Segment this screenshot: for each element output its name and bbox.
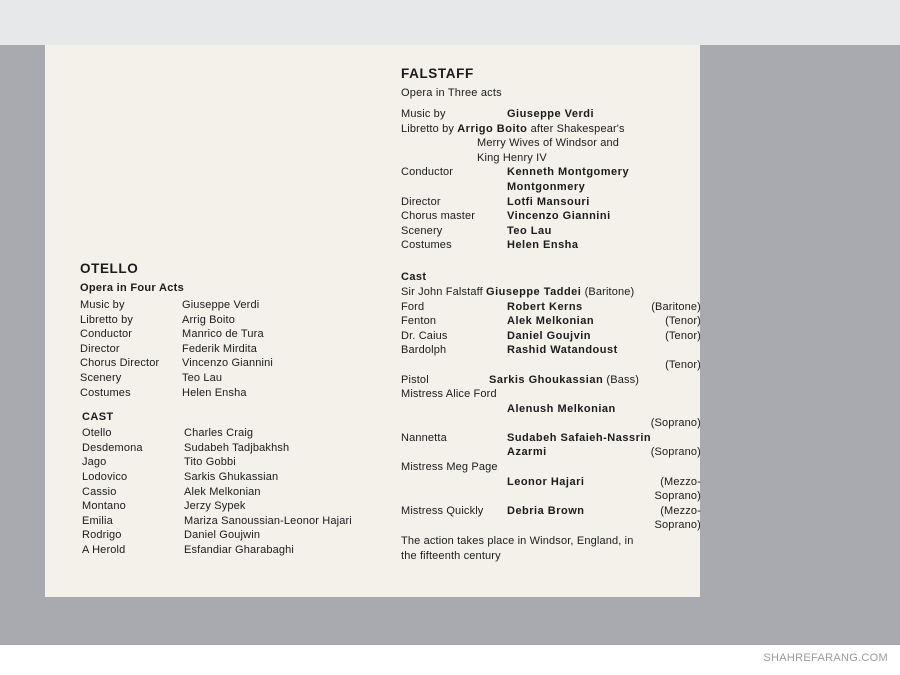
row-role: Jago [82, 456, 107, 469]
cast-role: Pistol [401, 373, 429, 386]
cast-row-falstaff [401, 285, 701, 300]
libretto-line-2: Merry Wives of Windsor and [477, 137, 620, 150]
cast-row-pistol [401, 373, 701, 388]
cast-voice: (Soprano) [650, 446, 701, 459]
cast-voice: (Mezzo- [660, 475, 701, 488]
cast-row-ford [401, 300, 701, 315]
cast-voice: (Tenor) [665, 358, 701, 371]
row-role: Director [80, 342, 120, 355]
credit-name: Montgonmery [507, 180, 586, 193]
row-name: Sudabeh Tadjbakhsh [184, 441, 290, 454]
falstaff-music-row [401, 107, 701, 122]
cast-role: Nannetta [401, 431, 447, 444]
row-role: Rodrigo [82, 529, 122, 542]
row-role: Music by [80, 299, 125, 311]
list-row [80, 313, 380, 328]
row-role: Scenery [401, 224, 443, 237]
cast-voice: Soprano) [654, 490, 701, 503]
cast-row-nannetta-2 [401, 445, 701, 460]
row-role: Costumes [80, 386, 131, 399]
cast-name: Rashid Watandoust [507, 344, 618, 357]
credit-row [401, 224, 701, 239]
cast-name: Alek Melkonian [507, 315, 595, 328]
cast-role: Mistress Quickly [401, 504, 484, 517]
falstaff-cast-heading: Cast [401, 270, 427, 283]
cast-voice: (Soprano) [650, 417, 701, 430]
credit-row [401, 195, 701, 210]
row-name: Tito Gobbi [184, 456, 236, 469]
cast-voice: (Tenor) [665, 315, 701, 328]
falstaff-section [401, 66, 701, 563]
list-row [80, 356, 380, 371]
row-name: Jerzy Sypek [184, 500, 246, 513]
list-row [82, 543, 380, 558]
cast-name: Debria Brown [507, 504, 585, 517]
list-row [80, 386, 380, 401]
cast-row-meg-voice [401, 489, 701, 504]
row-role: Otello [82, 427, 112, 440]
row-role: Conductor [80, 328, 133, 341]
cast-row-caius [401, 329, 701, 344]
cast-name: Alenush Melkonian [507, 402, 616, 415]
otello-cast [82, 426, 380, 557]
list-row [82, 514, 380, 529]
row-role: Costumes [401, 239, 452, 252]
row-role: Lodovico [82, 470, 128, 483]
credit-name: Kenneth Montgomery [507, 166, 630, 179]
falstaff-libretto-row [401, 122, 701, 137]
cast-voice: (Mezzo- [660, 504, 701, 517]
otello-subtitle: Opera in Four Acts [80, 282, 185, 294]
cast-row-meg-name [401, 475, 701, 490]
cast-name: Sarkis Ghoukassian [489, 373, 604, 386]
cast-row-fenton [401, 314, 701, 329]
row-role: Libretto by [80, 313, 134, 326]
cast-voice: (Baritone) [651, 300, 701, 313]
row-name: Alek Melkonian [184, 485, 261, 498]
cast-role: Ford [401, 300, 425, 313]
otello-section [80, 261, 380, 558]
row-role: Chorus Director [80, 357, 160, 370]
cast-role: Dr. Caius [401, 329, 448, 342]
falstaff-subtitle: Opera in Three acts [401, 87, 502, 99]
list-row [82, 441, 380, 456]
row-name: Teo Lau [182, 371, 223, 384]
row-name: Esfandiar Gharabaghi [184, 543, 295, 556]
list-row [82, 485, 380, 500]
falstaff-conductor-row [401, 165, 701, 180]
list-row [82, 455, 380, 470]
row-name: Lotfi Mansouri [507, 195, 590, 208]
list-row [82, 426, 380, 441]
cast-row-quickly [401, 504, 701, 519]
credit-row [401, 238, 701, 253]
row-name: Helen Ensha [507, 239, 579, 252]
cast-role: Sir John Falstaff [401, 285, 483, 298]
row-role: Desdemona [82, 441, 143, 454]
cast-row-alice-voice [401, 416, 701, 431]
credit-name: Arrigo Boito [457, 122, 528, 135]
site-watermark: SHAHREFARANG.COM [763, 652, 888, 664]
otello-cast-heading: CAST [82, 411, 114, 424]
cast-row-meg: Mistress Meg Page [401, 461, 498, 474]
row-role: Cassio [82, 485, 117, 498]
row-name: Teo Lau [507, 224, 552, 237]
cast-name: Giuseppe Taddei [486, 285, 582, 298]
otello-credits [80, 298, 380, 400]
row-role: Scenery [80, 371, 122, 384]
cast-voice: Soprano) [654, 519, 701, 532]
credit-role: Libretto by [401, 122, 455, 135]
cast-role: Fenton [401, 315, 437, 328]
list-row [80, 342, 380, 357]
row-name: Mariza Sanoussian-Leonor Hajari [184, 514, 352, 527]
cast-voice: (Bass) [606, 373, 640, 386]
cast-row-alice-name [401, 402, 701, 417]
otello-title: OTELLO [80, 261, 139, 276]
row-name: Sarkis Ghukassian [184, 470, 279, 483]
cast-row-bardolph-voice [401, 358, 701, 373]
credit-role: Music by [401, 108, 446, 120]
cast-name: Daniel Goujvin [507, 329, 592, 342]
setting-note-line-2: the fifteenth century [401, 549, 501, 562]
row-name: Helen Ensha [182, 386, 247, 399]
credit-name: Giuseppe Verdi [507, 108, 595, 120]
row-role: Director [401, 195, 441, 208]
cast-row-bardolph [401, 343, 701, 358]
cast-name: Sudabeh Safaieh-Nassrin [507, 431, 652, 444]
cast-row-quickly-voice [401, 518, 701, 533]
list-row [82, 470, 380, 485]
credit-row [401, 209, 701, 224]
libretto-line-3: King Henry IV [477, 151, 547, 164]
row-name: Federik Mirdita [182, 342, 257, 355]
cast-name: Leonor Hajari [507, 475, 585, 488]
libretto-note: after Shakespear's [530, 122, 625, 135]
setting-note-line-1: The action takes place in Windsor, England, in [401, 535, 634, 548]
row-role: Chorus master [401, 210, 476, 223]
cast-name: Robert Kerns [507, 300, 583, 313]
falstaff-conductor-row-2 [401, 180, 701, 195]
list-row [82, 528, 380, 543]
list-row [82, 499, 380, 514]
list-row [80, 298, 380, 313]
cast-voice: (Baritone) [584, 285, 635, 298]
row-name: Vincenzo Giannini [182, 357, 274, 370]
cast-row-nannetta [401, 431, 701, 446]
falstaff-title: FALSTAFF [401, 66, 474, 81]
falstaff-credits [401, 195, 701, 253]
list-row [80, 371, 380, 386]
row-role: Emilia [82, 514, 113, 527]
top-margin [0, 0, 900, 45]
row-name: Daniel Goujwin [184, 529, 261, 542]
row-role: A Herold [82, 543, 126, 556]
row-name: Giuseppe Verdi [182, 299, 260, 311]
list-row [80, 327, 380, 342]
row-name: Vincenzo Giannini [507, 210, 611, 223]
row-name: Arrig Boito [182, 313, 236, 326]
row-role: Montano [82, 500, 126, 513]
cast-row-alice: Mistress Alice Ford [401, 388, 497, 401]
row-name: Charles Craig [184, 427, 254, 440]
cast-role: Bardolph [401, 344, 447, 357]
credit-role: Conductor [401, 166, 454, 179]
row-name: Manrico de Tura [182, 328, 264, 341]
cast-voice: (Tenor) [665, 329, 701, 342]
cast-name: Azarmi [507, 446, 547, 459]
